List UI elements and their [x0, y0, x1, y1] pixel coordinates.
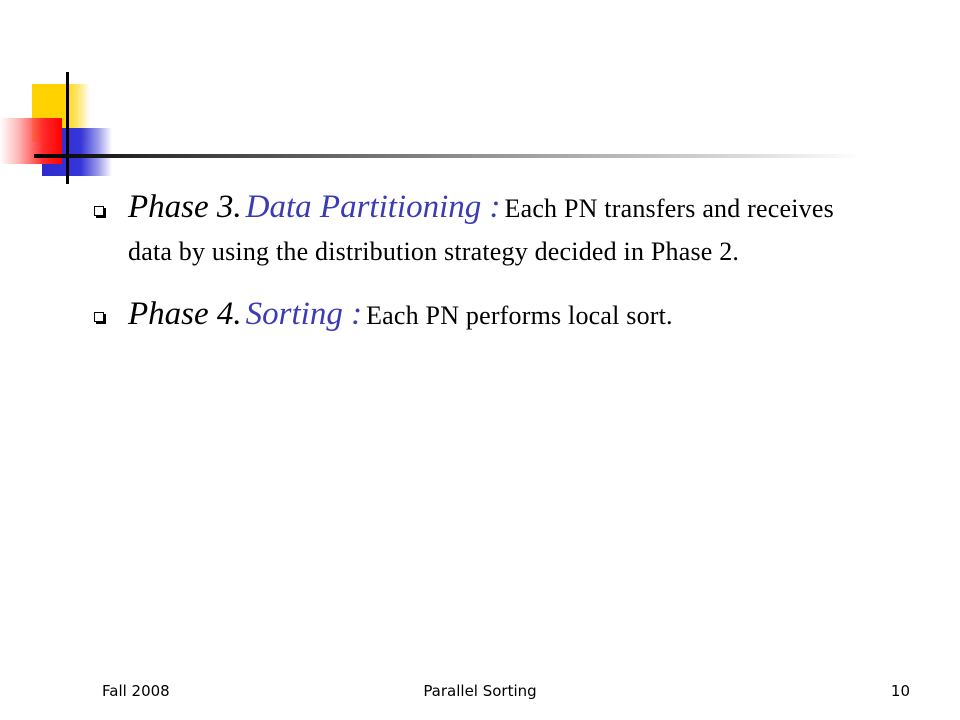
- phase-label: Phase 3.: [128, 189, 242, 225]
- footer-title: Parallel Sorting: [423, 682, 537, 700]
- bullet-item-phase-3: [94, 188, 884, 275]
- decor-vertical-line: [66, 72, 69, 184]
- footer-date: Fall 2008: [102, 682, 170, 700]
- bullet-item-phase-4: [94, 293, 884, 341]
- phase-title: Data Partitioning :: [245, 189, 501, 225]
- footer-page-number: 10: [890, 682, 910, 700]
- square-bullet-icon: [94, 312, 104, 322]
- phase-title: Sorting :: [245, 296, 363, 332]
- phase-label: Phase 4.: [128, 296, 242, 332]
- phase-description: Each PN transfers and receives data by using the distribution strategy decided in Phase 2.: [128, 194, 834, 266]
- square-bullet-icon: [94, 206, 104, 216]
- phase-description: Each PN performs local sort.: [366, 301, 673, 330]
- bullet-list: [94, 188, 884, 359]
- decor-horizontal-rule: [34, 154, 862, 158]
